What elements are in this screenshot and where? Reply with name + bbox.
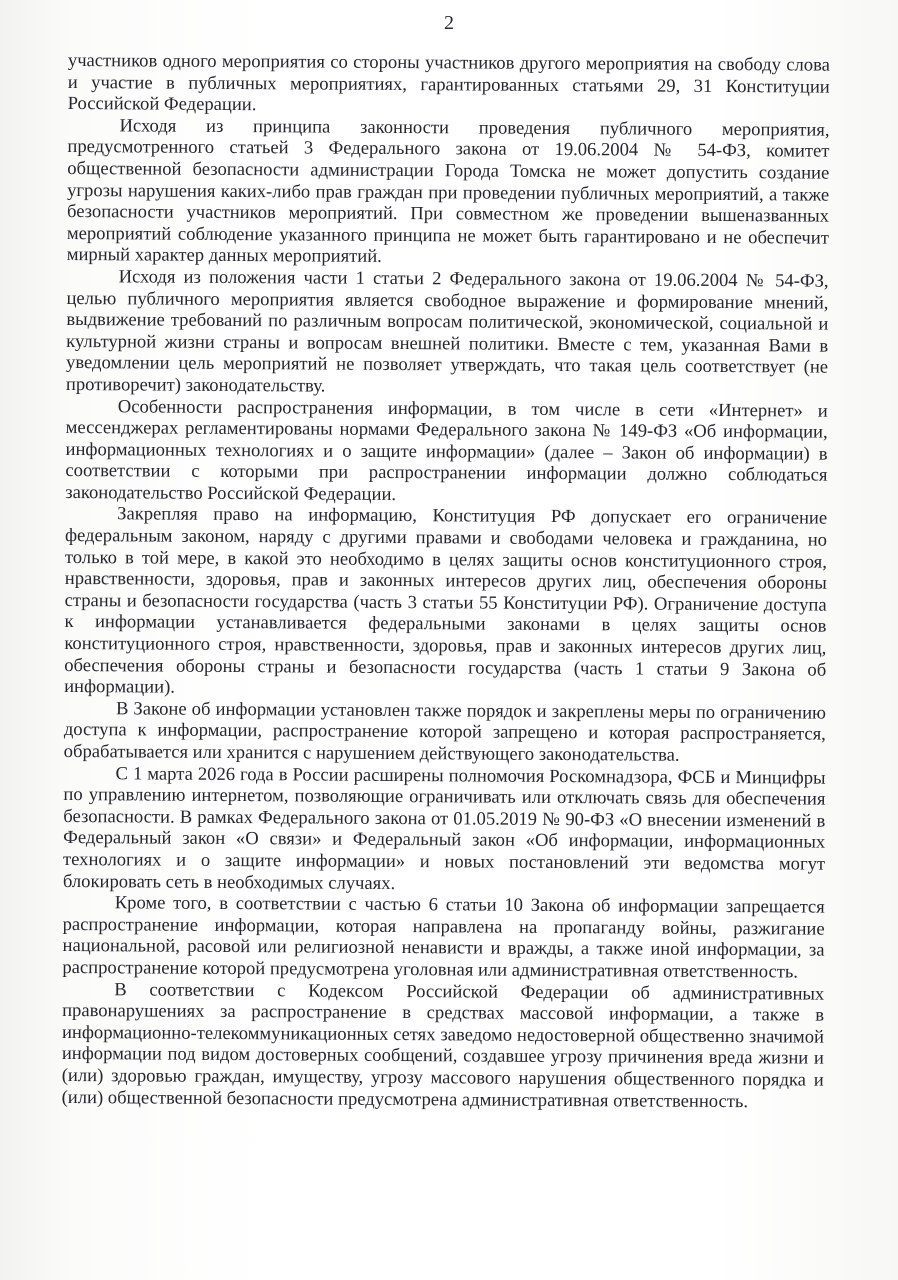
paragraph-legality-principle: Исходя из принципа законности проведения публичного мероприятия, предусмотренного статьей 3 Федерального закона от 19.06.2004 № 54-ФЗ, комитет общественной безопасности администрации Города Томска не может допустить создание угрозы нарушения каких-либо прав граждан при проведении публичных мероприятий, а также безопасности участников мероприятий. При совместном же проведении вышеназванных мероприятий соблюдение указанного принципа не может быть гарантировано и не обеспечит мирный характер данных мероприятий. xyxy=(66,115,830,268)
paragraph-roskomnadzor-powers: С 1 марта 2026 года в России расширены полномочия Роскомнадзора, ФСБ и Минцифры по управлению интернетом, позволяющие ограничивать или отключать связь для обеспечения безопасности. В рамках Федерального закона от 01.05.2019 № 90-ФЗ «О внесении изменений в Федеральный закон «О связи» и Федеральный закон «Об информации, информационных технологиях и о защите информации» и новых постановлений эти ведомства могут блокировать сеть в необходимых случаях. xyxy=(62,762,826,894)
page-number: 2 xyxy=(444,12,454,34)
paragraph-continuation: участников одного мероприятия со стороны участников другого мероприятия на свободу слова и участие в публичных мероприятиях, гарантированных статьями 29, 31 Конституции Российской Федерации. xyxy=(67,50,830,116)
paragraph-internet-distribution: Особенности распространения информации, в том числе в сети «Интернет» и мессенджерах регламентированы нормами Федерального закона № 149-ФЗ «Об информации, информационных технологиях и о защите информации» (далее – Закон об информации) в соответствии с которыми при распространении информации должно соблюдаться законодательство Российской Федерации. xyxy=(65,395,828,505)
paragraph-right-to-information: Закрепляя право на информацию, Конституция РФ допускает его ограничение федеральным законом, наряду с другими правами и свободами человека и гражданина, но только в той мере, в какой это необходимо в целях защиты основ конституционного строя, нравственности, здоровья, прав и законных интересов других лиц, обеспечения обороны страны и безопасности государства (часть 3 статьи 55 Конституции РФ). Ограничение доступа к информации устанавливается федеральными законами в целях защиты основ конституционного строя, нравственности, здоровья, прав и законных интересов других лиц, обеспечения обороны страны и безопасности государства (часть 1 статьи 9 Закона об информации). xyxy=(64,503,828,698)
paragraph-administrative-liability: В соответствии с Кодексом Российской Федерации об административных правонарушениях за распространение в средствах массовой информации, а также в информационно-телекоммуникационных сетях заведомо недостоверной общественно значимой информации под видом достоверных сообщений, создавшее угрозу причинения вреда жизни и (или) здоровью граждан, имуществу, угрозу массового нарушения общественного порядка и (или) общественной безопасности предусмотрена административная ответственность. xyxy=(61,978,825,1112)
document-body xyxy=(62,50,830,1113)
paragraph-prohibited-information: Кроме того, в соответствии с частью 6 статьи 10 Закона об информации запрещается распространение информации, которая направлена на пропаганду войны, разжигание национальной, расовой или религиозной ненависти и вражды, а также иной информации, за распространение которой предусмотрена уголовная или административная ответственность. xyxy=(62,892,825,983)
paragraph-event-purpose: Исходя из положения части 1 статьи 2 Федерального закона от 19.06.2004 № 54-ФЗ, целью публичного мероприятия является свободное выражение и формирование мнений, выдвижение требований по различным вопросам политической, экономической, социальной и культурной жизни страны и вопросам внешней политики. Вместе с тем, указанная Вами в уведомлении цель мероприятий не позволяет утверждать, что такая цель соответствует (не противоречит) законодательству. xyxy=(65,266,829,397)
paragraph-access-restriction: В Законе об информации установлен также порядок и закреплены меры по ограничению доступа к информации, распространение которой запрещено и которая распространяется, обрабатывается или хранится с нарушением действующего законодательства. xyxy=(63,698,827,766)
